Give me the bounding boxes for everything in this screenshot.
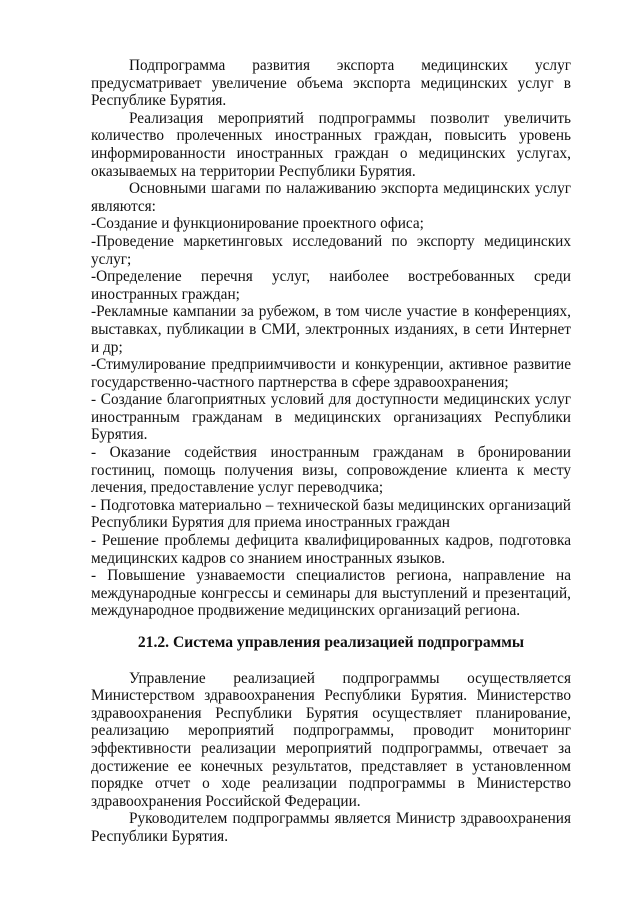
- list-item: - Решение проблемы дефицита квалифицированных кадров, подготовка медицинских кадров со знанием иностранных языков.: [91, 532, 571, 567]
- paragraph-goals: Реализация мероприятий подпрограммы позволит увеличить количество пролеченных иностранных граждан, повысить уровень информированности иностранных граждан о медицинских услугах, оказываемых на территории Республики Бурятия.: [91, 109, 571, 180]
- list-item: -Рекламные кампании за рубежом, в том числе участие в конференциях, выставках, публикации в СМИ, электронных изданиях, в сети Интернет и др;: [91, 303, 571, 356]
- list-item: - Создание благоприятных условий для доступности медицинских услуг иностранным гражданам в медицинских организациях Республики Бурятия.: [91, 391, 571, 444]
- list-item: -Проведение маркетинговых исследований по экспорту медицинских услуг;: [91, 232, 571, 268]
- list-item: -Создание и функционирование проектного офиса;: [91, 215, 424, 233]
- paragraph-head: Руководителем подпрограммы является Министр здравоохранения Республики Бурятия.: [91, 810, 571, 845]
- list-item: -Определение перечня услуг, наиболее востребованных среди иностранных граждан;: [91, 268, 571, 303]
- list-item: -Стимулирование предприимчивости и конкуренции, активное развитие государственно-частного партнерства в сфере здравоохранения;: [91, 356, 571, 391]
- section-heading: 21.2. Система управления реализацией подпрограммы: [137, 634, 525, 651]
- steps-list: [91, 215, 571, 620]
- paragraph-intro: Подпрограмма развития экспорта медицинских услуг предусматривает увеличение объема экспорта медицинских услуг в Республике Бурятия.: [91, 57, 571, 110]
- paragraph-steps-lead: Основными шагами по налаживанию экспорта медицинских услуг являются:: [91, 180, 571, 215]
- list-item: - Подготовка материально – технической базы медицинских организаций Республики Бурятия для приема иностранных граждан: [91, 496, 571, 532]
- list-item: - Повышение узнаваемости специалистов региона, направление на международные конгрессы и семинары для выступлений и презентаций, международное продвижение медицинских организаций региона.: [91, 567, 571, 620]
- list-item: - Оказание содействия иностранным гражданам в бронировании гостиниц, помощь получения визы, сопровождение клиента к месту лечения, предоставление услуг переводчика;: [91, 444, 571, 497]
- document-page: [91, 57, 571, 846]
- paragraph-management: Управление реализацией подпрограммы осуществляется Министерством здравоохранения Республики Бурятия. Министерство здравоохранения Республики Бурятия осуществляет планирование, реализацию мероприятий подпрограммы, проводит мониторинг эффективности реализации мероприятий подпрограммы, отвечает за достижение ее конечных результатов, представляет в установленном порядке отчет о ходе реализации подпрограммы в Министерство здравоохранения Российской Федерации.: [91, 669, 571, 810]
